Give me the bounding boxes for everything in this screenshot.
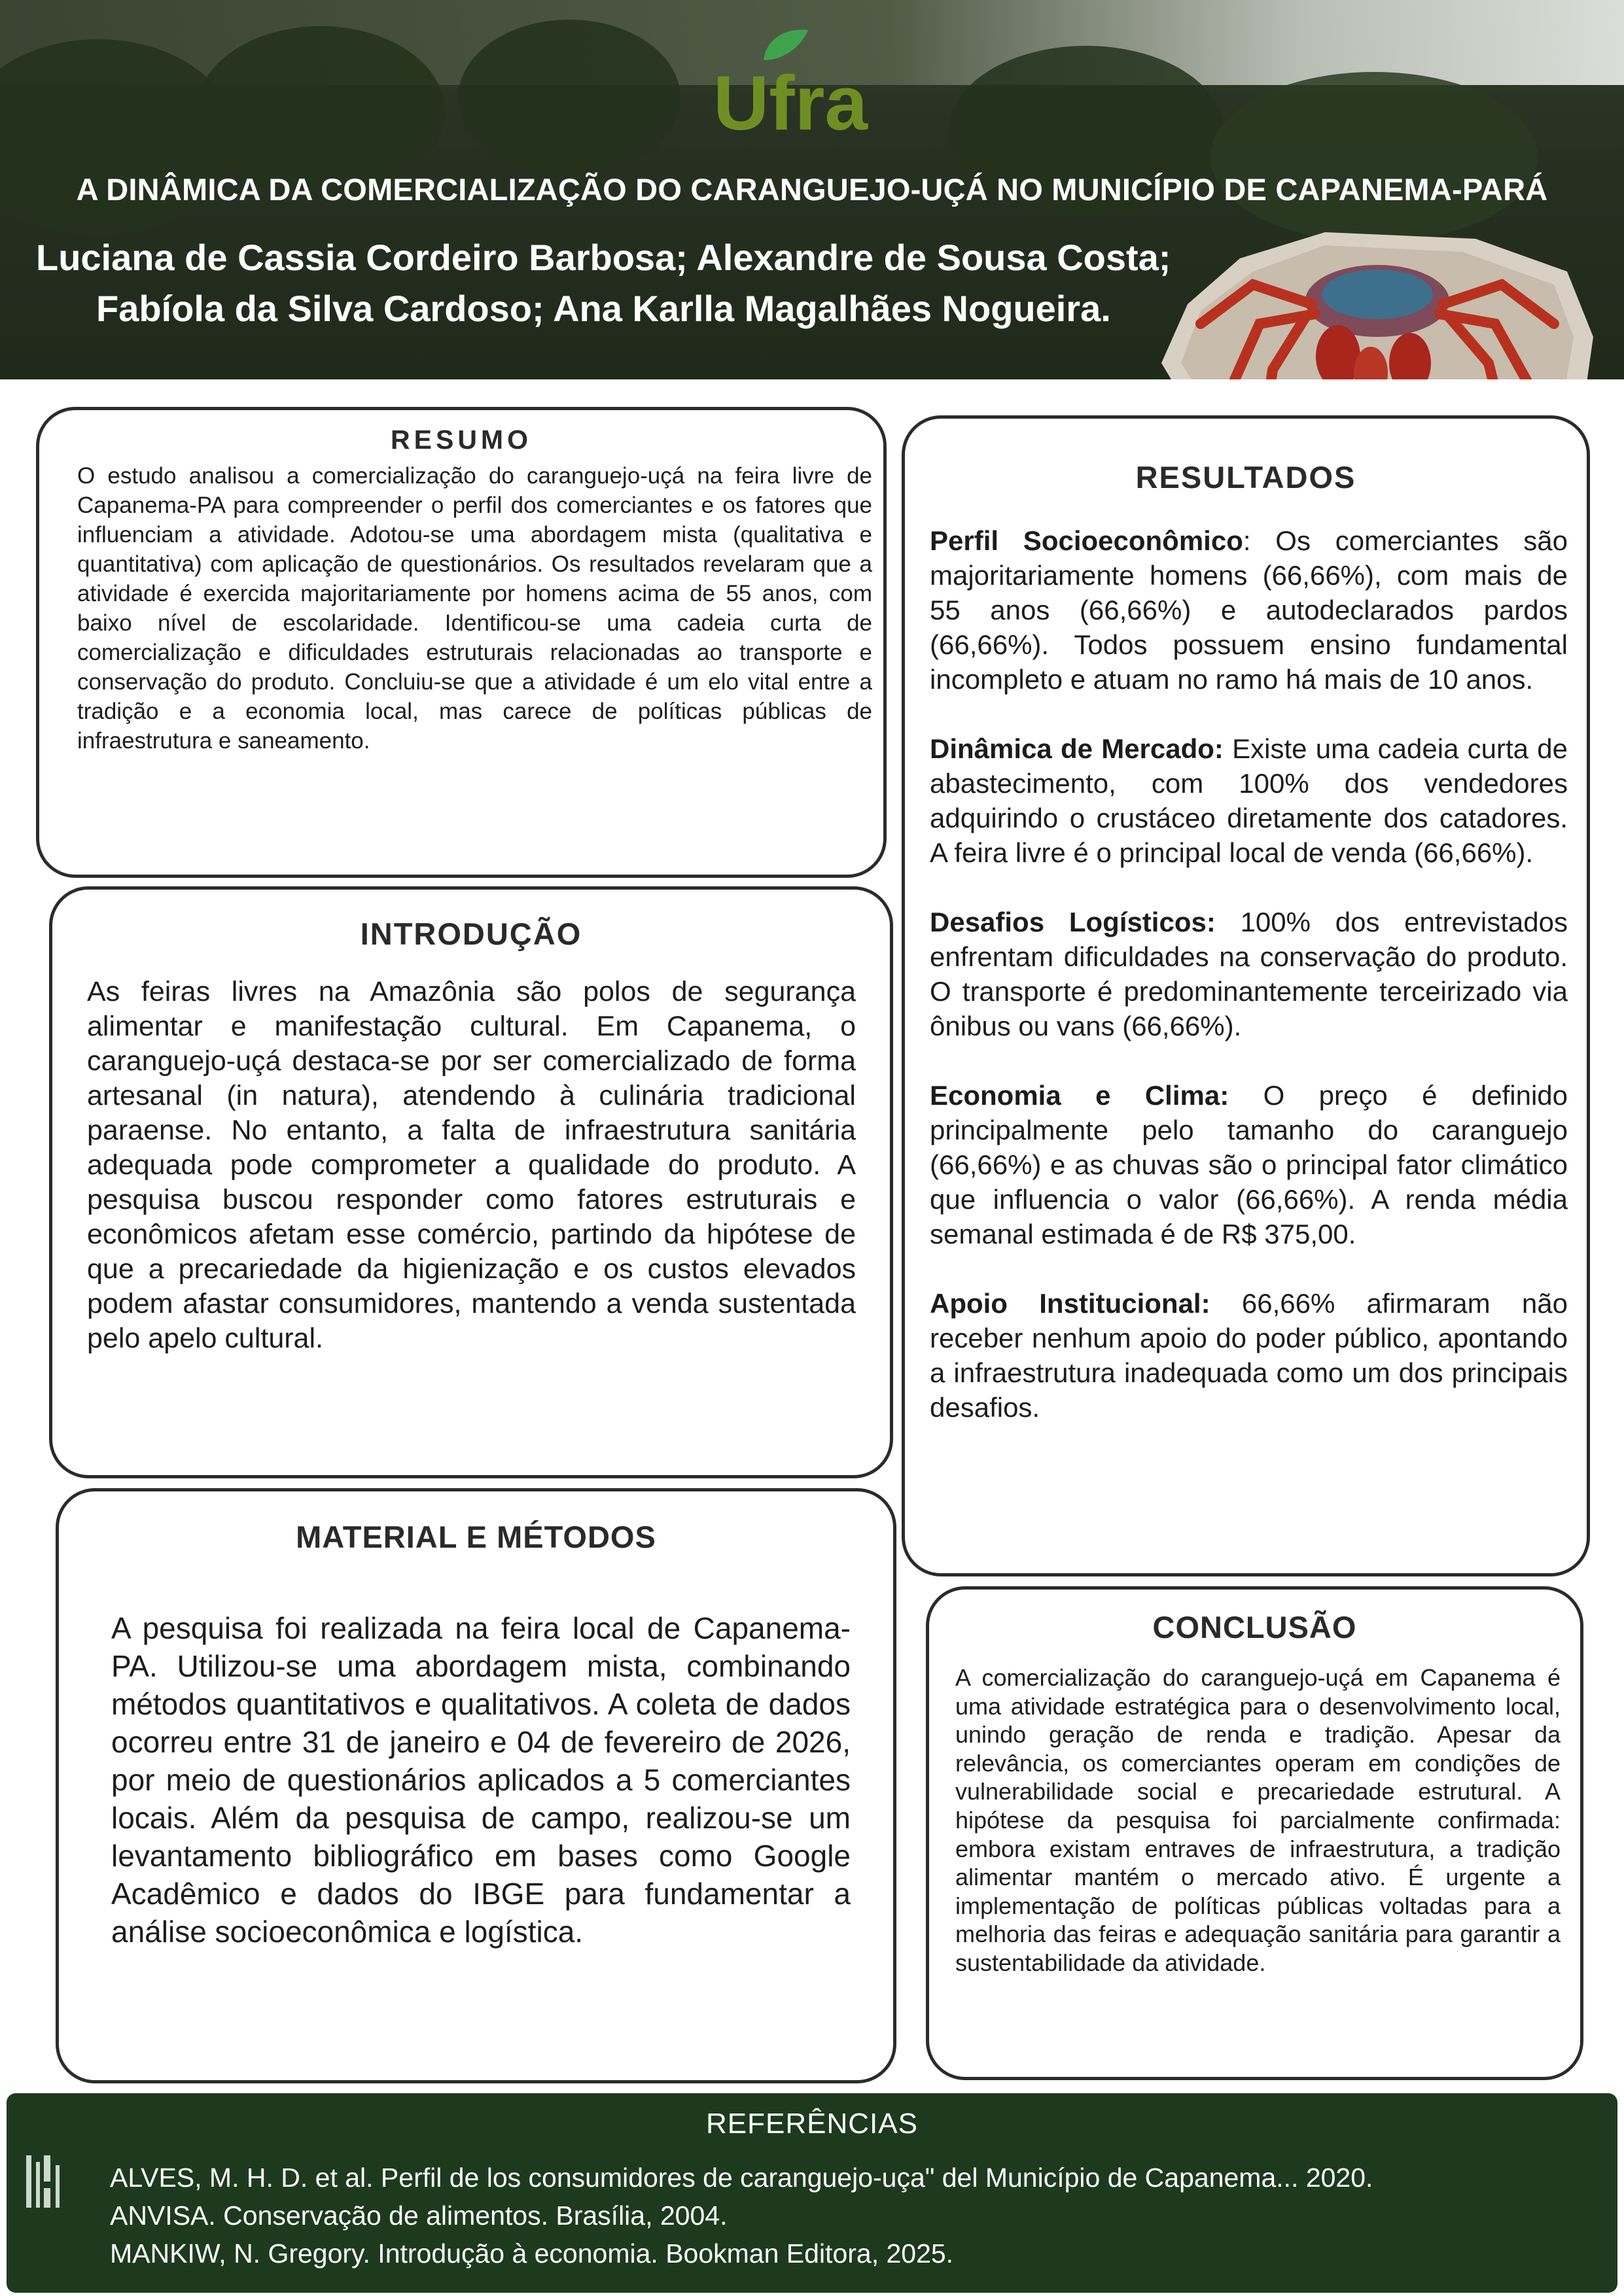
referencia-item: ANVISA. Conservação de alimentos. Brasília, 2004. — [110, 2200, 728, 2231]
resumo-section — [36, 407, 887, 878]
background-tree — [1210, 72, 1538, 242]
resultado-label: Apoio Institucional: — [930, 1288, 1210, 1319]
resumo-text: O estudo analisou a comercialização do caranguejo-uçá na feira livre de Capanema-PA para compreender o perfil dos comerciantes e os fatores que influenciam a atividade. Adotou-se uma abordagem mista (qualitativa e quantitativa) com aplicação de questionários. Os resultados revelaram que a atividade é exercida majoritariamente por homens acima de 55 anos, com baixo nível de escolaridade. Identificou-se uma cadeia curta de comercialização e dificuldades estruturais relacionadas ao transporte e conservação do produto. Concluiu-se que a atividade é um elo vital entre a tradição e a economia local, mas carece de políticas públicas de infraestrutura e saneamento. — [77, 463, 872, 754]
referencias-list — [110, 2159, 1373, 2272]
authors — [36, 232, 1214, 334]
resultado-text: 66,66% afirmaram não receber nenhum apoio do poder público, apontando a infraestrutura inadequada como um dos principais desafios. — [930, 1288, 1568, 1423]
resultado-item-logistica — [930, 905, 1568, 1043]
resumo-heading: RESUMO — [391, 425, 532, 455]
referencia-item: MANKIW, N. Gregory. Introdução à economia. Bookman Editora, 2025. — [110, 2238, 954, 2269]
resultado-label: Desafios Logísticos: — [930, 907, 1216, 937]
metodos-text: A pesquisa foi realizada na feira local de Capanema-PA. Utilizou-se uma abordagem mista, combinando métodos quantitativos e qualitativos. A coleta de dados ocorreu entre 31 de janeiro e 04 de fevereiro de 2026, por meio de questionários aplicados a 5 comerciantes locais. Além da pesquisa de campo, realizou-se um levantamento bibliográfico em bases como Google Acadêmico e dados do IBGE para fundamentar a análise socioeconômica e logística. — [111, 1611, 851, 1949]
authors-line-1: Luciana de Cassia Cordeiro Barbosa; Alexandre de Sousa Costa; — [36, 237, 1171, 278]
poster-header — [0, 0, 1624, 379]
resultado-label: Perfil Socioeconômico — [930, 525, 1243, 556]
resultado-item-mercado — [930, 731, 1568, 870]
referencias-heading: REFERÊNCIAS — [706, 2108, 918, 2140]
resultado-text: 100% dos entrevistados enfrentam dificuldades na conservação do produto. O transporte é predominantemente terceirizado via ônibus ou vans (66,66%). — [930, 907, 1568, 1041]
resultado-item-apoio — [930, 1286, 1568, 1425]
resultado-item-perfil — [930, 523, 1568, 697]
crab-photo — [1161, 232, 1593, 379]
metodos-section — [56, 1488, 896, 2083]
referencias-section — [7, 2093, 1617, 2293]
introducao-heading: INTRODUÇÃO — [360, 916, 582, 951]
metodos-heading: MATERIAL E MÉTODOS — [296, 1520, 656, 1554]
conclusao-section — [926, 1586, 1583, 2080]
logo-text: Ufra — [713, 60, 868, 144]
resultados-section — [902, 415, 1590, 1576]
introducao-section — [49, 886, 893, 1478]
resultado-label: Dinâmica de Mercado: — [930, 733, 1224, 764]
resultados-heading: RESULTADOS — [1135, 460, 1356, 495]
background-tree — [458, 20, 680, 177]
conclusao-text: A comercialização do caranguejo-uçá em Capanema é uma atividade estratégica para o desenvolvimento local, unindo geração de renda e tradição. Apesar da relevância, os comerciantes operam em condições de vulnerabilidade social e precariedade estrutural. A hipótese da pesquisa foi parcialmente confirmada: embora existam entraves de infraestrutura, a tradição alimentar mantém o mercado ativo. É urgente a implementação de políticas públicas voltadas para a melhoria das feiras e adequação sanitária para garantir a sustentabilidade da atividade. — [955, 1664, 1561, 1976]
authors-line-2: Fabíola da Silva Cardoso; Ana Karlla Magalhães Nogueira. — [96, 288, 1111, 329]
ufra-logo — [703, 26, 919, 144]
referencia-item: ALVES, M. H. D. et al. Perfil de los consumidores de caranguejo-uça" del Município de Capanema... 2020. — [110, 2163, 1373, 2193]
logo-leaf-icon — [764, 29, 808, 60]
poster-title: A DINÂMICA DA COMERCIALIZAÇÃO DO CARANGUEJO-UÇÁ NO MUNICÍPIO DE CAPANEMA-PARÁ — [76, 172, 1548, 207]
conclusao-heading: CONCLUSÃO — [1152, 1610, 1357, 1644]
background-tree — [196, 26, 445, 196]
qr-scan-icon — [23, 2152, 69, 2211]
resultado-text: : Os comerciantes são majoritariamente homens (66,66%), com mais de 55 anos (66,66%) e autodeclarados pardos (66,66%). Todos possuem ensino fundamental incompleto e atuam no ramo há mais de 10 anos. — [930, 525, 1568, 695]
introducao-text: As feiras livres na Amazônia são polos de segurança alimentar e manifestação cultural. Em Capanema, o caranguejo-uçá destaca-se por ser comercializado de forma artesanal (in natura), atendendo à culinária tradicional paraense. No entanto, a falta de infraestrutura sanitária adequada pode comprometer a qualidade do produto. A pesquisa buscou responder como fatores estruturais e econômicos afetam esse comércio, partindo da hipótese de que a precariedade da higienização e os custos elevados podem afastar consumidores, mantendo a venda sustentada pelo apelo cultural. — [87, 976, 856, 1354]
resultado-text: Existe uma cadeia curta de abastecimento, com 100% dos vendedores adquirindo o crustáceo diretamente dos catadores. A feira livre é o principal local de venda (66,66%). — [930, 733, 1568, 868]
resultado-label: Economia e Clima: — [930, 1080, 1229, 1111]
resultado-item-economia — [930, 1078, 1568, 1251]
resultados-content — [930, 523, 1568, 1459]
resultado-text: O preço é definido principalmente pelo tamanho do caranguejo (66,66%) e as chuvas são o principal fator climático que influencia o valor (66,66%). A renda média semanal estimada é de R$ 375,00. — [930, 1080, 1568, 1249]
